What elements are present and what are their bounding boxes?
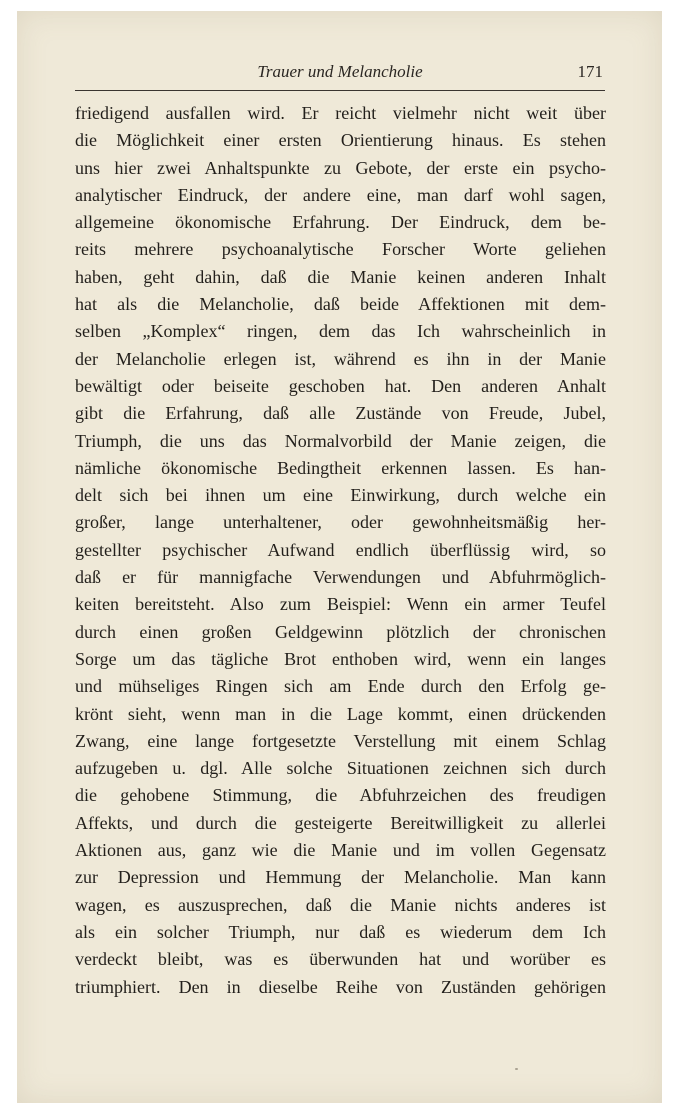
- text-line: keiten bereitsteht. Also zum Beispiel: Wenn ein armer Teufel: [75, 594, 606, 615]
- body-text: [75, 100, 606, 1001]
- text-line: die Möglichkeit einer ersten Orientierung hinaus. Es stehen: [75, 130, 606, 151]
- text-line: als ein solcher Triumph, nur daß es wiederum dem Ich: [75, 921, 606, 942]
- text-line: Sorge um das tägliche Brot enthoben wird, wenn ein langes: [75, 648, 606, 669]
- page-header: [75, 56, 605, 91]
- text-line: allgemeine ökonomische Erfahrung. Der Eindruck, dem be-: [75, 212, 606, 233]
- text-line: krönt sieht, wenn man in die Lage kommt, einen drückenden: [75, 703, 606, 724]
- text-line: bewältigt oder beiseite geschoben hat. Den anderen Anhalt: [75, 375, 606, 396]
- text-line: uns hier zwei Anhaltspunkte zu Gebote, der erste ein psycho-: [75, 157, 606, 178]
- text-line: großer, lange unterhaltener, oder gewohnheitsmäßig her-: [75, 512, 606, 533]
- text-line: friedigend ausfallen wird. Er reicht vielmehr nicht weit über: [75, 103, 606, 123]
- text-line: und mühseliges Ringen sich am Ende durch den Erfolg ge-: [75, 676, 606, 697]
- text-line: aufzugeben u. dgl. Alle solche Situationen zeichnen sich durch: [75, 758, 606, 779]
- text-line: wagen, es auszusprechen, daß die Manie nichts anderes ist: [75, 894, 606, 915]
- text-line: die gehobene Stimmung, die Abfuhrzeichen des freudigen: [75, 785, 606, 806]
- text-line: analytischer Eindruck, der andere eine, man darf wohl sagen,: [75, 184, 606, 205]
- text-line: daß er für mannigfache Verwendungen und Abfuhrmöglich-: [75, 567, 606, 588]
- running-title: Trauer und Melancholie: [257, 62, 423, 81]
- text-line: nämliche ökonomische Bedingtheit erkennen lassen. Es han-: [75, 457, 606, 478]
- text-line: Aktionen aus, ganz wie die Manie und im vollen Gegensatz: [75, 840, 606, 861]
- text-line: der Melancholie erlegen ist, während es ihn in der Manie: [75, 348, 606, 369]
- text-line: gibt die Erfahrung, daß alle Zustände von Freude, Jubel,: [75, 403, 606, 424]
- text-line: verdeckt bleibt, was es überwunden hat und worüber es: [75, 949, 606, 970]
- text-line: hat als die Melancholie, daß beide Affektionen mit dem-: [75, 294, 606, 315]
- text-line: selben „Komplex“ ringen, dem das Ich wahrscheinlich in: [75, 321, 606, 342]
- text-line: Affekts, und durch die gesteigerte Bereitwilligkeit zu allerlei: [75, 812, 606, 833]
- text-line: delt sich bei ihnen um eine Einwirkung, durch welche ein: [75, 485, 606, 506]
- paper-speck: [515, 1068, 518, 1070]
- text-line: Zwang, eine lange fortgesetzte Verstellung mit einem Schlag: [75, 730, 606, 751]
- text-line: Triumph, die uns das Normalvorbild der Manie zeigen, die: [75, 430, 606, 451]
- text-line: triumphiert. Den in dieselbe Reihe von Zuständen gehörigen: [75, 976, 606, 997]
- text-line: haben, geht dahin, daß die Manie keinen anderen Inhalt: [75, 266, 606, 287]
- text-line: zur Depression und Hemmung der Melancholie. Man kann: [75, 867, 606, 888]
- text-line: durch einen großen Geldgewinn plötzlich der chronischen: [75, 621, 606, 642]
- text-line: reits mehrere psychoanalytische Forscher Worte geliehen: [75, 239, 606, 260]
- page-number: 171: [577, 62, 603, 81]
- text-line: gestellter psychischer Aufwand endlich überflüssig wird, so: [75, 539, 606, 560]
